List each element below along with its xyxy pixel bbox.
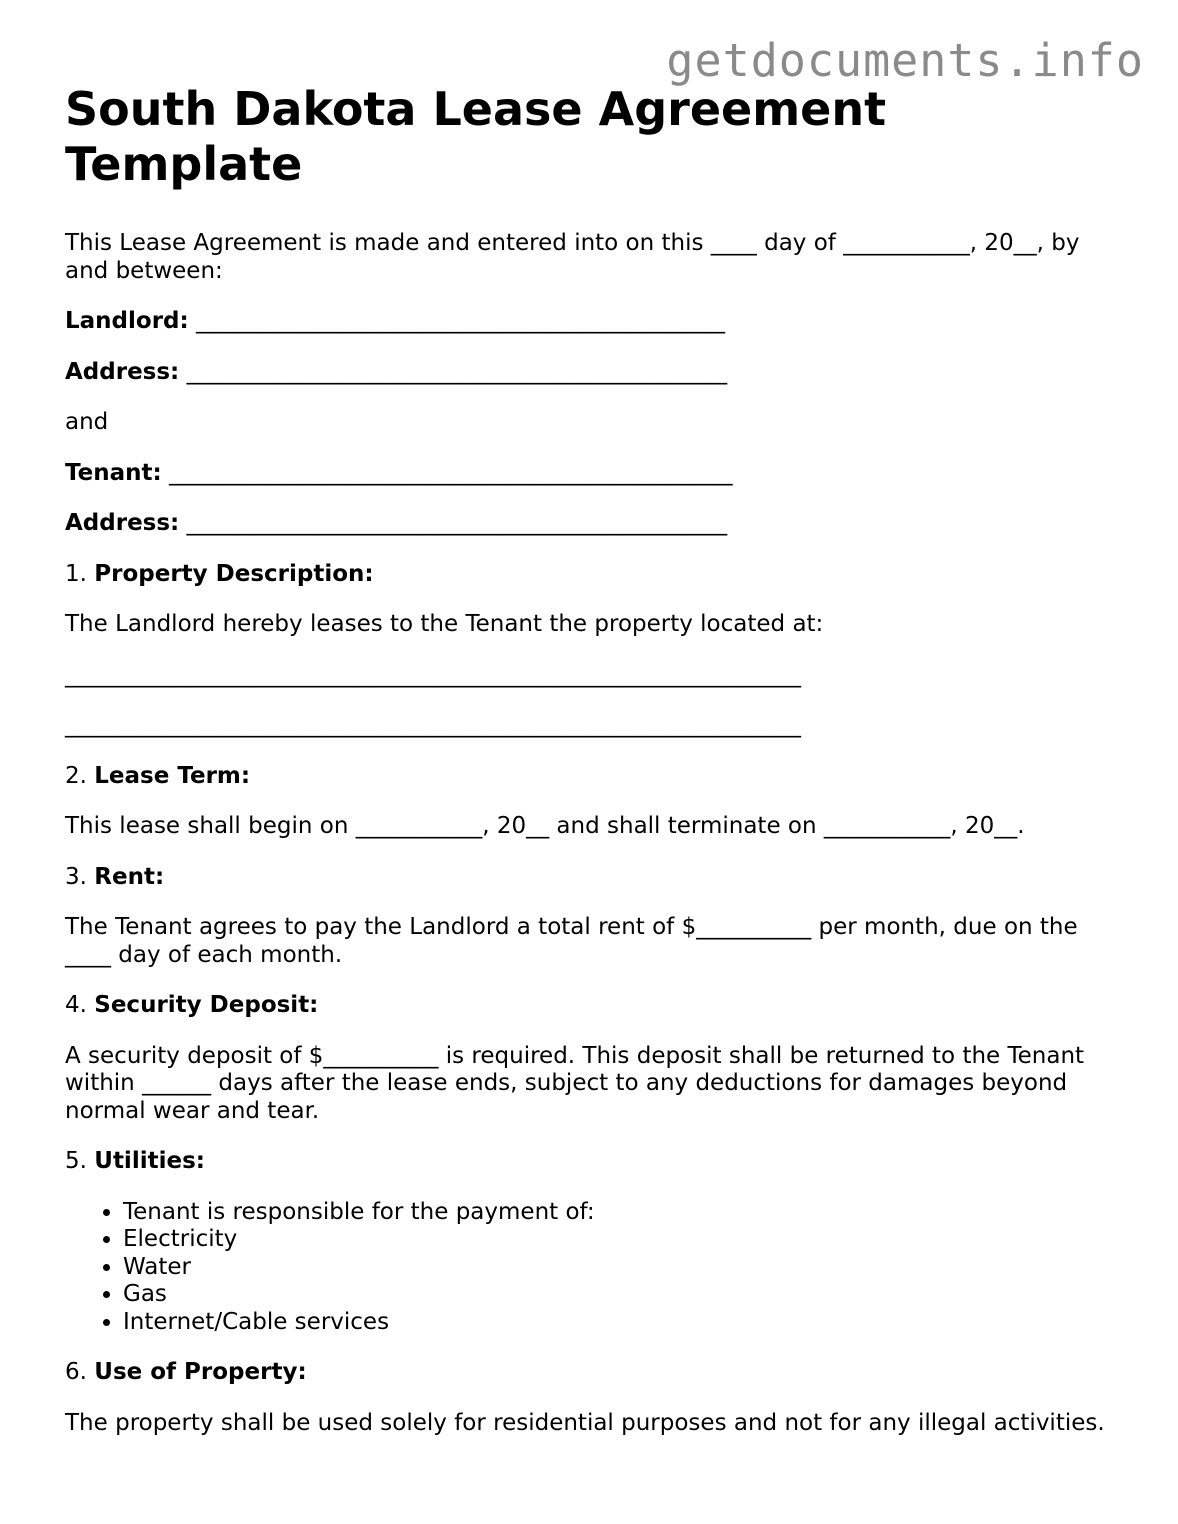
section-heading-use	[65, 1359, 1125, 1387]
list-item: • Tenant is responsible for the payment of:	[123, 1199, 1125, 1227]
section-heading-term	[65, 763, 1125, 791]
landlord-blank: ______________________________________________	[196, 308, 726, 334]
tenant-address-blank: _______________________________________________	[186, 510, 728, 536]
rent-body: The Tenant agrees to pay the Landlord a total rent of $__________ per month, due on the ____ day of each month.	[65, 914, 1078, 968]
section-heading-rent	[65, 864, 1125, 892]
list-item: • Water	[123, 1254, 1125, 1282]
list-item: • Gas	[123, 1281, 1125, 1309]
tenant-line	[65, 460, 1125, 488]
section-number: 3.	[65, 863, 87, 890]
section-title: Lease Term:	[94, 762, 251, 789]
landlord-line	[65, 308, 1125, 336]
section-number: 4.	[65, 992, 87, 1018]
section-title: Property Description:	[94, 560, 374, 587]
term-body: This lease shall begin on ___________, 20__ and shall terminate on ___________, 20__.	[65, 813, 1025, 839]
section-number: 2.	[65, 762, 87, 789]
tenant-address-label: Address:	[65, 510, 180, 536]
section-title: Use of Property:	[94, 1359, 307, 1385]
section-number: 6.	[65, 1359, 87, 1385]
tenant-blank: _________________________________________________	[169, 459, 733, 486]
section-heading-property	[65, 561, 1125, 589]
document-page	[65, 82, 1125, 1437]
landlord-address-label: Address:	[65, 358, 180, 385]
list-item: • Internet/Cable services	[123, 1309, 1125, 1337]
landlord-address-line	[65, 359, 1125, 387]
tenant-address-line	[65, 510, 1125, 538]
property-address-line-2: ________________________________________________________________	[65, 712, 801, 738]
use-body: The property shall be used solely for residential purposes and not for any illegal activities.	[65, 1409, 1105, 1436]
utilities-list	[65, 1199, 1125, 1337]
section-title: Utilities:	[94, 1148, 205, 1174]
landlord-label: Landlord:	[65, 308, 189, 334]
section-heading-deposit	[65, 992, 1125, 1020]
intro-paragraph: This Lease Agreement is made and entered into on this ____ day of ___________, 20__, by and between:	[65, 230, 1080, 284]
section-title: Security Deposit:	[94, 992, 319, 1018]
section-number: 5.	[65, 1148, 87, 1174]
property-body: The Landlord hereby leases to the Tenant the property located at:	[65, 611, 824, 637]
document-title: South Dakota Lease Agreement Template	[65, 82, 887, 191]
list-item: • Electricity	[123, 1226, 1125, 1254]
and-text: and	[65, 409, 109, 435]
section-number: 1.	[65, 560, 87, 587]
landlord-address-blank: _______________________________________________	[186, 358, 728, 385]
watermark: getdocuments.info	[666, 34, 1144, 87]
section-title: Rent:	[94, 863, 165, 890]
property-address-line-1: ________________________________________________________________	[65, 661, 801, 688]
deposit-body: A security deposit of $__________ is required. This deposit shall be returned to the Tenant within ______ days after the lease ends, subject to any deductions for damages beyond normal wear and tear.	[65, 1042, 1085, 1124]
tenant-label: Tenant:	[65, 459, 162, 486]
section-heading-utilities	[65, 1148, 1125, 1176]
